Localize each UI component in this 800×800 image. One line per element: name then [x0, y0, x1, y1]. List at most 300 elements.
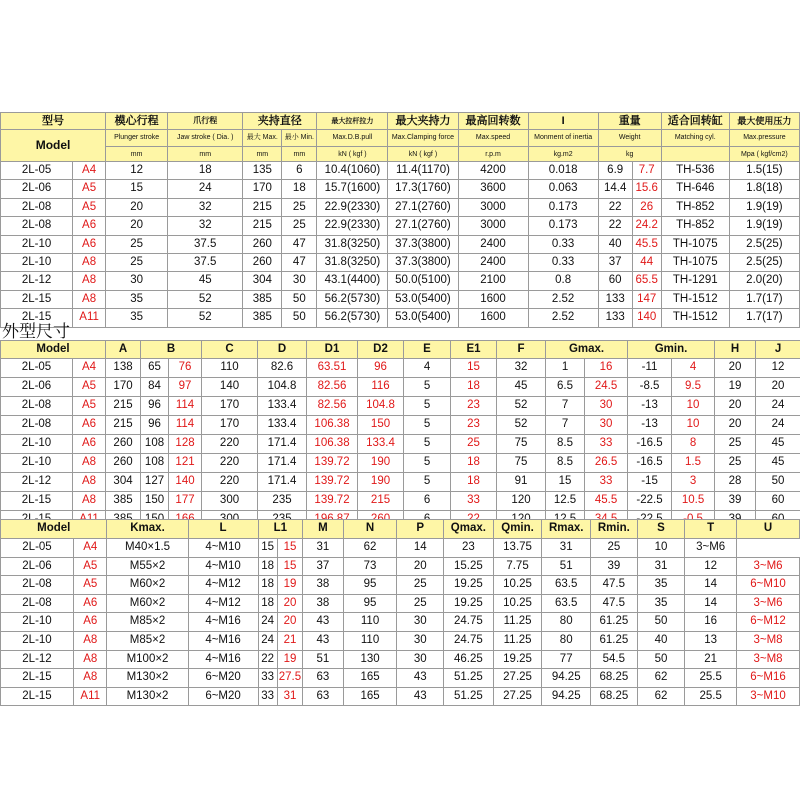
- table-cell: 19: [277, 650, 302, 669]
- table-cell: 14: [685, 594, 737, 613]
- table-row: [1, 613, 800, 632]
- variant-cell: A8: [74, 669, 107, 688]
- table-cell: 50: [637, 650, 685, 669]
- table-cell: 31: [277, 687, 302, 706]
- table-cell: 25: [715, 435, 756, 454]
- table-cell: 18: [258, 594, 277, 613]
- table-row: [1, 473, 800, 492]
- table-cell: 33: [451, 492, 497, 511]
- table-cell: 1.9(19): [729, 217, 799, 235]
- table-cell: 215: [106, 397, 141, 416]
- variant-cell: A5: [73, 378, 106, 397]
- header-cell: Gmax.: [546, 341, 628, 359]
- table-cell: 10: [672, 416, 715, 435]
- table-cell: 30: [397, 613, 444, 632]
- unit-cell: mm: [106, 147, 168, 162]
- table-cell: 215: [243, 217, 282, 235]
- table-cell: 24: [756, 416, 800, 435]
- table-cell: 25: [397, 594, 444, 613]
- header-cell: Monment of inertia: [528, 130, 598, 147]
- table-cell: 24: [168, 180, 243, 198]
- table-cell: 11.25: [493, 613, 542, 632]
- table-cell: 139.72: [307, 454, 358, 473]
- table-cell: 43: [303, 631, 344, 650]
- unit-cell: kg: [598, 147, 661, 162]
- table-cell: 14.4: [598, 180, 632, 198]
- table-cell: 139.72: [307, 492, 358, 511]
- table-cell: 4200: [458, 162, 528, 180]
- table-cell: 15.25: [444, 557, 494, 576]
- table-cell: 20: [756, 378, 800, 397]
- table-row: [1, 290, 800, 308]
- table-cell: 52: [497, 397, 546, 416]
- table-cell: 2.5(25): [729, 235, 799, 253]
- table-cell: TH-1512: [661, 290, 729, 308]
- model-cell: 2L-12: [1, 650, 74, 669]
- table-cell: 190: [358, 473, 404, 492]
- model-cell: 2L-08: [1, 576, 74, 595]
- model-cell: 2L-08: [1, 217, 73, 235]
- table-cell: 30: [397, 650, 444, 669]
- table-cell: 63: [303, 669, 344, 688]
- header-cell: U: [737, 520, 800, 539]
- table-cell: 140: [169, 473, 202, 492]
- table-cell: 35: [637, 576, 685, 595]
- table-cell: 96: [141, 416, 169, 435]
- table-cell: 27.5: [277, 669, 302, 688]
- table-cell: M85×2: [107, 631, 188, 650]
- table-cell: 116: [358, 378, 404, 397]
- table-cell: 22.9(2330): [317, 217, 388, 235]
- table-cell: 5: [404, 454, 451, 473]
- table-cell: 30: [397, 631, 444, 650]
- table-cell: 10: [637, 539, 685, 558]
- table-cell: 15.6: [632, 180, 661, 198]
- table-cell: 106.38: [307, 435, 358, 454]
- section-title: 外型尺寸: [2, 322, 70, 341]
- table-cell: 31.8(3250): [317, 235, 388, 253]
- table-cell: 0.33: [528, 235, 598, 253]
- table-cell: 15: [277, 539, 302, 558]
- table-cell: 6~M10: [737, 576, 800, 595]
- table-cell: 82.56: [307, 397, 358, 416]
- table-cell: M60×2: [107, 576, 188, 595]
- table-cell: 0.018: [528, 162, 598, 180]
- header-cell: N: [343, 520, 397, 539]
- dimension-table: [0, 340, 800, 530]
- header-cell: 最大使用压力: [729, 113, 799, 130]
- header-cell: A: [106, 341, 141, 359]
- table-cell: 165: [343, 687, 397, 706]
- table-cell: 62: [637, 669, 685, 688]
- table-cell: 7: [546, 397, 585, 416]
- spec-header-en-row: [1, 130, 800, 147]
- table-cell: 8: [672, 435, 715, 454]
- header-cell: Weight: [598, 130, 661, 147]
- table-cell: 150: [141, 492, 169, 511]
- model-cell: 2L-05: [1, 539, 74, 558]
- header-cell: 夹持直径: [243, 113, 317, 130]
- table-cell: 25.5: [685, 687, 737, 706]
- table-cell: 2100: [458, 272, 528, 290]
- table-cell: 16: [585, 359, 628, 378]
- table-cell: 133.4: [258, 397, 307, 416]
- table-cell: 96: [141, 397, 169, 416]
- table-cell: 8.5: [546, 435, 585, 454]
- header-cell: 最小 Min.: [282, 130, 317, 147]
- header-cell: Jaw stroke ( Dia. ): [168, 130, 243, 147]
- table-cell: 35: [637, 594, 685, 613]
- spec-units-row: [1, 147, 800, 162]
- model-cell: 2L-15: [1, 309, 73, 327]
- table-cell: 80: [542, 613, 591, 632]
- table-cell: 114: [169, 416, 202, 435]
- table-cell: 25: [282, 198, 317, 216]
- table-cell: 133: [598, 309, 632, 327]
- table-cell: 114: [169, 397, 202, 416]
- table-cell: 14: [685, 576, 737, 595]
- table-cell: 0.8: [528, 272, 598, 290]
- table-cell: 13: [685, 631, 737, 650]
- header-cell: I: [528, 113, 598, 130]
- table-cell: 1.5(15): [729, 162, 799, 180]
- table-cell: 3~M8: [737, 631, 800, 650]
- table-cell: 3600: [458, 180, 528, 198]
- table-cell: 12: [106, 162, 168, 180]
- table-cell: 20: [106, 217, 168, 235]
- header-cell: Kmax.: [107, 520, 188, 539]
- table-cell: 73: [343, 557, 397, 576]
- table-cell: TH-1512: [661, 309, 729, 327]
- table-cell: 6: [404, 492, 451, 511]
- table-cell: 95: [343, 576, 397, 595]
- table-cell: 30: [106, 272, 168, 290]
- table-row: [1, 359, 800, 378]
- table-cell: 15: [106, 180, 168, 198]
- table-cell: 47.5: [591, 594, 638, 613]
- variant-cell: A6: [74, 613, 107, 632]
- header-cell: 适合回转缸: [661, 113, 729, 130]
- header-cell: L1: [258, 520, 303, 539]
- table-row: [1, 492, 800, 511]
- table-cell: 4~M12: [188, 576, 258, 595]
- header-cell: J: [756, 341, 800, 359]
- table-cell: 0.33: [528, 253, 598, 271]
- model-cell: 2L-08: [1, 594, 74, 613]
- table-cell: 215: [243, 198, 282, 216]
- model-cell: 2L-10: [1, 454, 73, 473]
- table-cell: 32: [168, 198, 243, 216]
- table-cell: 1.7(17): [729, 290, 799, 308]
- table-cell: 20: [715, 416, 756, 435]
- table-cell: 31: [542, 539, 591, 558]
- table-row: [1, 235, 800, 253]
- table-cell: 1.9(19): [729, 198, 799, 216]
- table-cell: 15.7(1600): [317, 180, 388, 198]
- table-row: [1, 631, 800, 650]
- variant-cell: A8: [73, 492, 106, 511]
- unit-cell: mm: [168, 147, 243, 162]
- table-cell: 4~M12: [188, 594, 258, 613]
- table-cell: 385: [243, 309, 282, 327]
- header-cell: D: [258, 341, 307, 359]
- unit-cell: r.p.m: [458, 147, 528, 162]
- table-cell: 37.3(3800): [388, 235, 458, 253]
- table-cell: 52: [168, 309, 243, 327]
- header-cell: 最大夹持力: [388, 113, 458, 130]
- header-cell: Model: [1, 130, 106, 162]
- table-cell: 39: [715, 492, 756, 511]
- table-cell: 10.5: [672, 492, 715, 511]
- table-cell: 37.5: [168, 235, 243, 253]
- table-cell: 4: [672, 359, 715, 378]
- table-cell: 220: [202, 435, 258, 454]
- header-cell: M: [303, 520, 344, 539]
- model-cell: 2L-08: [1, 198, 73, 216]
- variant-cell: A5: [73, 180, 106, 198]
- model-cell: 2L-05: [1, 359, 73, 378]
- spec-table: [0, 112, 800, 328]
- table-cell: 91: [497, 473, 546, 492]
- table-cell: 96: [358, 359, 404, 378]
- table-cell: 4: [404, 359, 451, 378]
- table-cell: 110: [343, 613, 397, 632]
- table-cell: 5: [404, 378, 451, 397]
- model-cell: 2L-10: [1, 235, 73, 253]
- variant-cell: A8: [74, 631, 107, 650]
- table-cell: -8.5: [628, 378, 672, 397]
- table-cell: 25: [106, 235, 168, 253]
- table-row: [1, 309, 800, 327]
- table-cell: 22.9(2330): [317, 198, 388, 216]
- table-cell: 24.75: [444, 613, 494, 632]
- table-cell: 76: [169, 359, 202, 378]
- table-cell: 39: [591, 557, 638, 576]
- model-cell: 2L-15: [1, 492, 73, 511]
- table-cell: 25: [715, 454, 756, 473]
- table-cell: -22.5: [628, 492, 672, 511]
- table-cell: 31: [303, 539, 344, 558]
- table-cell: 7.75: [493, 557, 542, 576]
- variant-cell: A8: [73, 290, 106, 308]
- table-cell: 19: [277, 576, 302, 595]
- table-cell: 110: [202, 359, 258, 378]
- table-cell: 60: [756, 492, 800, 511]
- model-cell: 2L-15: [1, 290, 73, 308]
- table-cell: 385: [106, 492, 141, 511]
- table-cell: 165: [343, 669, 397, 688]
- table-cell: 94.25: [542, 687, 591, 706]
- header-cell: 重量: [598, 113, 661, 130]
- table-cell: 37: [598, 253, 632, 271]
- table-cell: 26: [632, 198, 661, 216]
- table-cell: 27.1(2760): [388, 198, 458, 216]
- table-cell: 15: [546, 473, 585, 492]
- table-cell: 260: [106, 435, 141, 454]
- table-cell: 10.4(1060): [317, 162, 388, 180]
- table-cell: 1600: [458, 290, 528, 308]
- table-cell: 170: [106, 378, 141, 397]
- table-cell: 46.25: [444, 650, 494, 669]
- table-cell: 2.5(25): [729, 253, 799, 271]
- table-cell: 47: [282, 253, 317, 271]
- table-cell: 171.4: [258, 454, 307, 473]
- table-cell: 128: [169, 435, 202, 454]
- table-cell: 82.6: [258, 359, 307, 378]
- table-cell: 170: [202, 416, 258, 435]
- table-cell: 27.25: [493, 669, 542, 688]
- table-cell: 26.5: [585, 454, 628, 473]
- model-cell: 2L-05: [1, 162, 73, 180]
- table-cell: 4~M16: [188, 631, 258, 650]
- table-cell: 127: [141, 473, 169, 492]
- model-cell: 2L-12: [1, 272, 73, 290]
- table-cell: 133: [598, 290, 632, 308]
- model-cell: 2L-10: [1, 613, 74, 632]
- header-cell: Gmin.: [628, 341, 715, 359]
- table-cell: 0.173: [528, 198, 598, 216]
- spec-header-cn-row: [1, 113, 800, 130]
- table-cell: 63.51: [307, 359, 358, 378]
- table-cell: -11: [628, 359, 672, 378]
- table-cell: 7: [546, 416, 585, 435]
- table-cell: 27.25: [493, 687, 542, 706]
- variant-cell: A6: [73, 217, 106, 235]
- table-row: [1, 576, 800, 595]
- table-cell: 50: [282, 290, 317, 308]
- header-cell: Max.speed: [458, 130, 528, 147]
- table-cell: 65: [141, 359, 169, 378]
- table-cell: 108: [141, 454, 169, 473]
- model-cell: 2L-10: [1, 435, 73, 454]
- table-cell: 43: [397, 669, 444, 688]
- table-cell: 10: [672, 397, 715, 416]
- unit-cell: kg.m2: [528, 147, 598, 162]
- table-cell: 147: [632, 290, 661, 308]
- table-cell: 135: [243, 162, 282, 180]
- table-cell: 3~M8: [737, 650, 800, 669]
- table-cell: 19.25: [493, 650, 542, 669]
- table-cell: 1600: [458, 309, 528, 327]
- header-cell: 最高回转数: [458, 113, 528, 130]
- header-cell: Matching cyl.: [661, 130, 729, 147]
- table-cell: 108: [141, 435, 169, 454]
- table-cell: 38: [303, 576, 344, 595]
- table-cell: 50: [282, 309, 317, 327]
- header-cell: 型号: [1, 113, 106, 130]
- table-cell: 25: [397, 576, 444, 595]
- table-cell: 25: [451, 435, 497, 454]
- header-cell: Rmax.: [542, 520, 591, 539]
- table-cell: 4~M10: [188, 557, 258, 576]
- table-cell: 65.5: [632, 272, 661, 290]
- table-cell: 20: [277, 594, 302, 613]
- unit-cell: kN ( kgf ): [317, 147, 388, 162]
- table-cell: 3~M10: [737, 687, 800, 706]
- table-cell: 19: [715, 378, 756, 397]
- table-cell: 3~M6: [737, 557, 800, 576]
- model-cell: 2L-06: [1, 557, 74, 576]
- variant-cell: A5: [73, 198, 106, 216]
- header-cell: 模心行程: [106, 113, 168, 130]
- model-cell: 2L-10: [1, 253, 73, 271]
- table-cell: 45: [497, 378, 546, 397]
- table-cell: 23: [451, 397, 497, 416]
- header-cell: Qmax.: [444, 520, 494, 539]
- header-cell: 爪行程: [168, 113, 243, 130]
- table-cell: 6~M16: [737, 669, 800, 688]
- table-cell: 62: [637, 687, 685, 706]
- table-cell: 24: [258, 613, 277, 632]
- table-cell: 28: [715, 473, 756, 492]
- table-cell: 95: [343, 594, 397, 613]
- header-cell: Qmin.: [493, 520, 542, 539]
- table-cell: 260: [243, 235, 282, 253]
- table-cell: 47: [282, 235, 317, 253]
- table-cell: 7.7: [632, 162, 661, 180]
- table-cell: TH-1075: [661, 235, 729, 253]
- table-cell: 2400: [458, 235, 528, 253]
- header-cell: P: [397, 520, 444, 539]
- table-cell: 260: [106, 454, 141, 473]
- variant-cell: A8: [73, 253, 106, 271]
- table-cell: 170: [243, 180, 282, 198]
- table-cell: 4~M16: [188, 650, 258, 669]
- table-cell: 18: [451, 454, 497, 473]
- table-cell: 6~M20: [188, 669, 258, 688]
- header-cell: B: [141, 341, 202, 359]
- table-cell: 0.063: [528, 180, 598, 198]
- table-cell: 33: [258, 687, 277, 706]
- table-cell: 6.9: [598, 162, 632, 180]
- table-cell: 130: [343, 650, 397, 669]
- table-cell: 4~M10: [188, 539, 258, 558]
- table-cell: 53.0(5400): [388, 309, 458, 327]
- header-cell: T: [685, 520, 737, 539]
- table-row: [1, 397, 800, 416]
- variant-cell: A11: [73, 309, 106, 327]
- table-cell: 45.5: [585, 492, 628, 511]
- table-cell: 3000: [458, 217, 528, 235]
- header-cell: S: [637, 520, 685, 539]
- table-cell: 139.72: [307, 473, 358, 492]
- table-cell: 1.8(18): [729, 180, 799, 198]
- variant-cell: A8: [73, 473, 106, 492]
- header-cell: Max.D.B.pull: [317, 130, 388, 147]
- table-cell: 31: [637, 557, 685, 576]
- table-row: [1, 253, 800, 271]
- mounting-table: [0, 519, 800, 706]
- table-cell: 13.75: [493, 539, 542, 558]
- header-cell: 最大 Max.: [243, 130, 282, 147]
- table-cell: 45: [168, 272, 243, 290]
- header-cell: F: [497, 341, 546, 359]
- table-cell: 17.3(1760): [388, 180, 458, 198]
- table-cell: 24: [258, 631, 277, 650]
- variant-cell: A8: [74, 650, 107, 669]
- table-cell: 140: [202, 378, 258, 397]
- table-cell: 4~M16: [188, 613, 258, 632]
- table-cell: 170: [202, 397, 258, 416]
- table-cell: M100×2: [107, 650, 188, 669]
- table-cell: 20: [715, 359, 756, 378]
- table-cell: 19.25: [444, 576, 494, 595]
- variant-cell: A4: [73, 359, 106, 378]
- table-cell: 19.25: [444, 594, 494, 613]
- table-cell: 15: [277, 557, 302, 576]
- table-cell: 63: [303, 687, 344, 706]
- table-cell: 27.1(2760): [388, 217, 458, 235]
